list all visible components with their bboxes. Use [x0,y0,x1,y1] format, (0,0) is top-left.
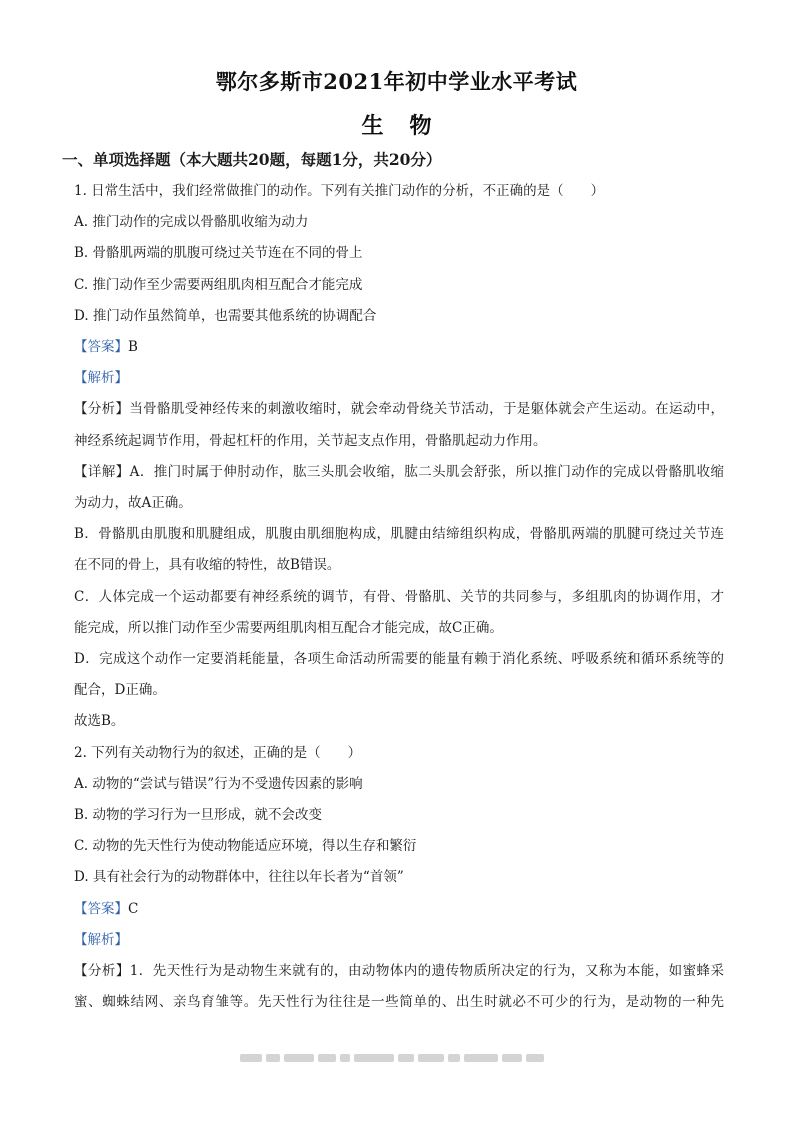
text-line [74,462,724,482]
text-line [74,930,724,950]
exam-title: 鄂尔多斯市2021年初中学业水平考试 [215,69,578,94]
text-line [74,836,724,856]
line-text: 1. 日常生活中，我们经常做推门的动作。下列有关推门动作的分析，不正确的是（ ） [74,183,605,199]
line-text: A. 动物的“尝试与错误”行为不受遗传因素的影响 [74,775,363,792]
text-line [74,399,724,419]
text-line [74,867,724,887]
line-text: 配合，D正确。 [74,682,166,699]
line-text: C．人体完成一个运动都要有神经系统的调节，有骨、骨骼肌、关节的共同参与，多组肌肉的协调作用，才 [74,588,724,605]
line-text: B [128,339,138,355]
text-line [74,711,724,731]
text-line [74,805,724,825]
line-text: B. 动物的学习行为一旦形成，就不会改变 [74,807,323,823]
section-tag: 【答案】 [74,339,128,355]
text-line [74,899,724,919]
line-text: C [128,900,139,917]
subject-title: 生物 [361,113,458,139]
line-text: 2. 下列有关动物行为的叙述，正确的是（ ） [74,744,362,761]
text-line [74,306,724,326]
line-text: A. 推门动作的完成以骨骼肌收缩为动力 [74,214,309,231]
text-line [74,649,724,669]
text-line [74,212,724,232]
text-line [74,587,724,607]
line-text: 【详解】A．推门时属于伸肘动作，肱三头肌会收缩，肱二头肌会舒张，所以推门动作的完成以骨骼肌收缩 [74,463,724,480]
line-text: D．完成这个动作一定要消耗能量，各项生命活动所需要的能量有赖于消化系统、呼吸系统和循环系统等的 [74,651,724,667]
line-text: B．骨骼肌由肌腹和肌腱组成，肌腹由肌细胞构成，肌腱由结缔组织构成，骨骼肌两端的肌腱可绕过关节连 [74,526,724,543]
line-text: B. 骨骼肌两端的肌腹可绕过关节连在不同的骨上 [74,245,363,262]
line-text: 为动力，故A正确。 [74,495,192,511]
line-text: 故选B。 [74,713,125,730]
line-text: 蜜、蜘蛛结网、亲鸟育雏等。先天性行为往往是一些简单的、出生时就必不可少的行为，是动物的一种先 [74,994,724,1011]
blurred-watermark [240,1053,550,1063]
text-line [74,275,724,295]
text-line [74,992,724,1012]
line-text: 【分析】当骨骼肌受神经传来的刺激收缩时，就会牵动骨绕关节活动，于是躯体就会产生运动。在运动中， [74,401,724,418]
text-line [74,368,724,388]
text-line [74,961,724,981]
line-text: 【分析】1．先天性行为是动物生来就有的，由动物体内的遗传物质所决定的行为，又称为本能，如蜜蜂采 [74,963,724,979]
text-line [74,680,724,700]
text-line [74,243,724,263]
line-text: 神经系统起调节作用，骨起杠杆的作用，关节起支点作用，骨骼肌起动力作用。 [74,432,547,449]
line-text: 在不同的骨上，具有收缩的特性，故B错误。 [74,557,341,574]
text-line [74,524,724,544]
text-line [74,774,724,794]
line-text: 能完成，所以推门动作至少需要两组肌肉相互配合才能完成，故C正确。 [74,619,503,636]
line-text: C. 动物的先天性行为使动物能适应环境，得以生存和繁衍 [74,838,417,855]
text-line [74,555,724,575]
text-line [74,493,724,513]
line-text: D. 具有社会行为的动物群体中，往往以年长者为“首领” [74,869,404,886]
section-heading: 一、单项选择题（本大题共20题，每题1分，共20分） [62,150,442,169]
section-tag: 【答案】 [74,900,128,917]
text-line [74,431,724,451]
section-tag: 【解析】 [74,931,128,948]
text-line [74,618,724,638]
text-line [74,743,724,763]
text-line [74,181,724,201]
text-line [74,337,724,357]
line-text: C. 推门动作至少需要两组肌肉相互配合才能完成 [74,276,363,293]
line-text: D. 推门动作虽然简单，也需要其他系统的协调配合 [74,307,377,324]
section-tag: 【解析】 [74,370,128,387]
